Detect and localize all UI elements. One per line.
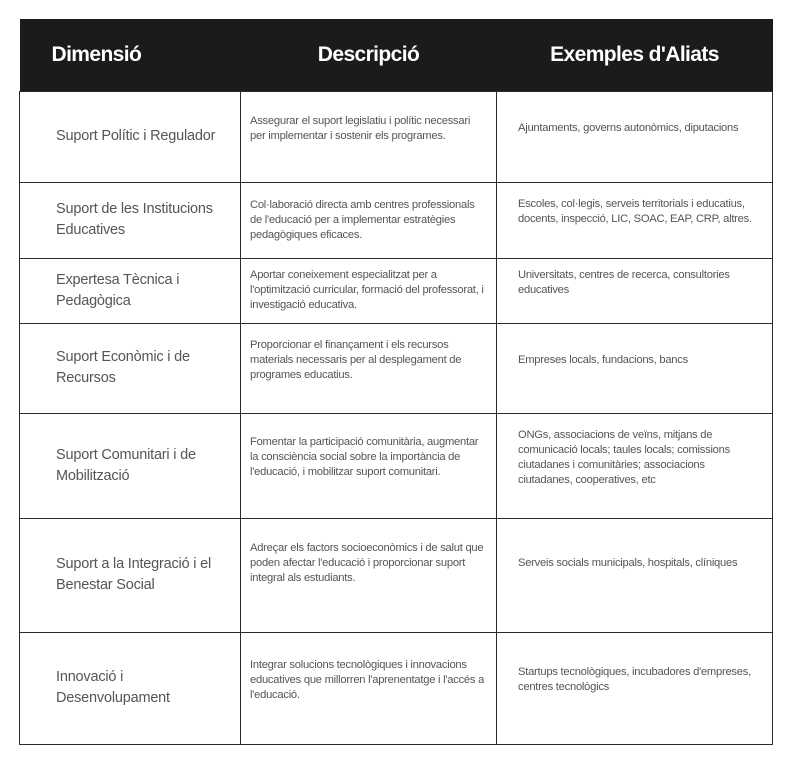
header-examples: Exemples d'Aliats: [550, 42, 719, 66]
header-row: [20, 19, 773, 91]
table-row: [20, 91, 773, 182]
row-examples: [497, 258, 773, 323]
row-examples: [497, 632, 773, 744]
allies-table: [19, 19, 773, 745]
row-description: Col·laboració directa amb centres professionals de l'educació per a implementar estratègies pedagògiques eficaces.: [241, 182, 497, 258]
row-dimension: Suport Comunitari i de Mobilització: [20, 413, 241, 518]
row-examples-text: Ajuntaments, governs autonòmics, diputacions: [518, 122, 739, 134]
row-examples: [497, 323, 773, 413]
header-dimension: Dimensió: [51, 42, 142, 66]
row-dimension: Suport Polític i Regulador: [20, 91, 241, 182]
allies-table-container: [19, 19, 772, 745]
row-examples: [497, 91, 773, 182]
table-row: [20, 632, 773, 744]
row-examples: [497, 182, 773, 258]
row-examples-text: Empreses locals, fundacions, bancs: [518, 353, 688, 366]
row-description-text: Fomentar la participació comunitària, augmentar la consciència social sobre la importància de l'educació, i mobilitzar suport comunitari.: [250, 436, 479, 478]
row-examples: [497, 413, 773, 518]
table-row: [20, 323, 773, 413]
row-dimension: Innovació i Desenvolupament: [20, 632, 241, 744]
row-description-text: Proporcionar el finançament i els recursos materials necessaris per al desplegament de programes educatius.: [250, 338, 462, 381]
row-dimension: Suport a la Integració i el Benestar Social: [20, 518, 241, 632]
row-examples-text: Serveis socials municipals, hospitals, clíniques: [518, 556, 738, 569]
row-description: [241, 413, 497, 518]
row-dimension: Suport Econòmic i de Recursos: [20, 323, 241, 413]
row-dimension: Expertesa Tècnica i Pedagògica: [20, 258, 241, 323]
table-row: [20, 518, 773, 632]
row-examples-text: Escoles, col·legis, serveis territorials i educatius, docents, inspecció, LIC, SOAC, EAP, CRP, altres.: [518, 198, 752, 225]
header-description: Descripció: [317, 42, 420, 66]
row-examples-text: Startups tecnològiques, incubadores d'empreses, centres tecnològics: [518, 666, 751, 693]
row-description-text: Assegurar el suport legislatiu i polític necessari per implementar i sostenir els programes.: [250, 114, 471, 142]
row-examples: [497, 518, 773, 632]
row-description: [241, 632, 497, 744]
row-description: [241, 518, 497, 632]
table-row: [20, 182, 773, 258]
row-description-text: Integrar solucions tecnològiques i innovacions educatives que millorren l'aprenentatge i l'accés a l'educació.: [250, 658, 485, 701]
row-description: [241, 323, 497, 413]
table-header: [20, 19, 773, 91]
table-row: [20, 413, 773, 518]
table-body: [20, 91, 773, 744]
table-row: [20, 258, 773, 323]
row-description: [241, 91, 497, 182]
row-examples-text: ONGs, associacions de veïns, mitjans de comunicació locals; taules locals; comissions ciutadanes i comunitàries; associacions ciutadanes, cooperatives, etc: [518, 428, 730, 486]
row-examples-text: Universitats, centres de recerca, consultories educatives: [518, 268, 730, 296]
row-description-text: Adreçar els factors socioeconòmics i de salut que poden afectar l'educació i proporcionar suport integral als estudiants.: [250, 541, 484, 584]
row-dimension: Suport de les Institucions Educatives: [20, 182, 241, 258]
row-description: Aportar coneixement especialitzat per a l'optimització curricular, formació del professorat, i investigació educativa.: [241, 258, 497, 323]
